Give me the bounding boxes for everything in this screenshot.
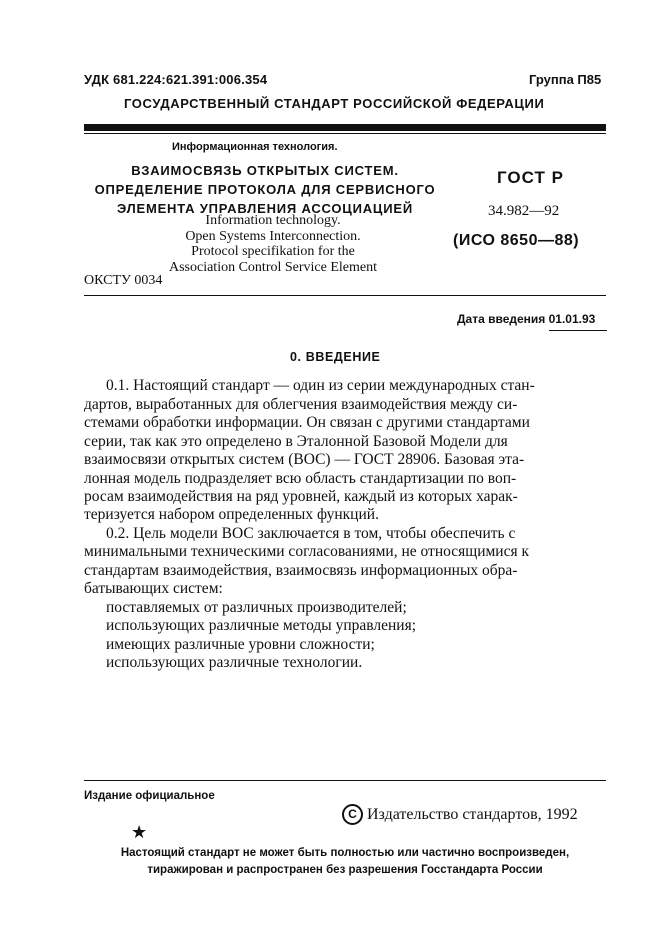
notice-line: Настоящий стандарт не может быть полностью или частично воспроизведен, [120, 847, 570, 859]
body-line: теризуется набором определенных функций. [84, 506, 379, 523]
star-icon: ★ [131, 822, 148, 842]
udk-code: УДК 681.224:621.391:006.354 [84, 72, 268, 87]
okstu-code: ОКСТУ 0034 [84, 273, 163, 288]
english-title-line: Information technology. [205, 213, 341, 228]
body-list-item: использующих различные технологии. [106, 654, 363, 671]
date-underline [549, 330, 607, 331]
header-thick-rule [84, 124, 606, 131]
body-list-item: имеющих различные уровни сложности; [106, 636, 375, 653]
gost-designation: ГОСТ Р [497, 168, 564, 187]
copyright-icon: C [342, 804, 363, 825]
body-line: минимальными техническими согласованиями, не относящимися к [84, 543, 530, 560]
copyright-text: Издательство стандартов, 1992 [367, 805, 578, 823]
body-line: росам взаимодействия на ряд уровней, каждый из которых харак- [84, 488, 518, 505]
edition-label: Издание официальное [84, 790, 215, 802]
english-title-line: Open Systems Interconnection. [185, 228, 361, 244]
reproduction-notice [84, 845, 606, 879]
body-line: 0.2. Цель модели ВОС заключается в том, чтобы обеспечить с [106, 525, 516, 542]
russian-title-line: ЭЛЕМЕНТА УПРАВЛЕНИЯ АССОЦИАЦИЕЙ [117, 201, 413, 216]
body-line: серии, так как это определено в Эталонной Базовой Модели для [84, 433, 508, 450]
footer-rule [84, 780, 606, 781]
group-code: Группа П85 [529, 72, 602, 87]
russian-title-line: ОПРЕДЕЛЕНИЕ ПРОТОКОЛА ДЛЯ СЕРВИСНОГО [94, 182, 436, 197]
english-title-line: Association Control Service Element [168, 259, 377, 275]
english-title [84, 213, 462, 275]
russian-title-line: ВЗАИМОСВЯЗЬ ОТКРЫТЫХ СИСТЕМ. [131, 163, 399, 178]
body-list-item: использующих различные методы управления; [106, 617, 417, 634]
body-line: 0.1. Настоящий стандарт — один из серии международных стан- [106, 377, 535, 394]
notice-line: тиражирован и распространен без разрешения Госстандарта России [147, 864, 543, 876]
copyright [342, 804, 578, 825]
english-title-line: Protocol specifikation for the [191, 244, 355, 259]
body-line: взаимосвязи открытых систем (ВОС) — ГОСТ 28906. Базовая эта- [84, 451, 525, 468]
state-standard-title: ГОСУДАРСТВЕННЫЙ СТАНДАРТ РОССИЙСКОЙ ФЕДЕРАЦИИ [124, 96, 545, 111]
section-heading: 0. ВВЕДЕНИЕ [290, 350, 381, 364]
body-line: лонная модель подразделяет всю область стандартизации по воп- [84, 470, 517, 487]
intro-date: Дата введения 01.01.93 [457, 312, 596, 326]
body-line: стандартам взаимодействия, взаимосвязь информационных обра- [84, 562, 518, 579]
body-list-item: поставляемых от различных производителей; [106, 599, 407, 616]
russian-title [84, 161, 446, 218]
field-title: Информационная технология. [172, 141, 338, 153]
section-rule [84, 295, 606, 296]
header-thin-rule [84, 133, 606, 134]
iso-reference: (ИСО 8650—88) [453, 232, 580, 249]
body-line: стемами обработки информации. Он связан с другими стандартами [84, 414, 530, 431]
gost-number: 34.982—92 [488, 203, 560, 219]
body-line: батывающих систем: [84, 580, 223, 597]
body-line: дартов, выработанных для облегчения взаимодействия между си- [84, 396, 518, 413]
